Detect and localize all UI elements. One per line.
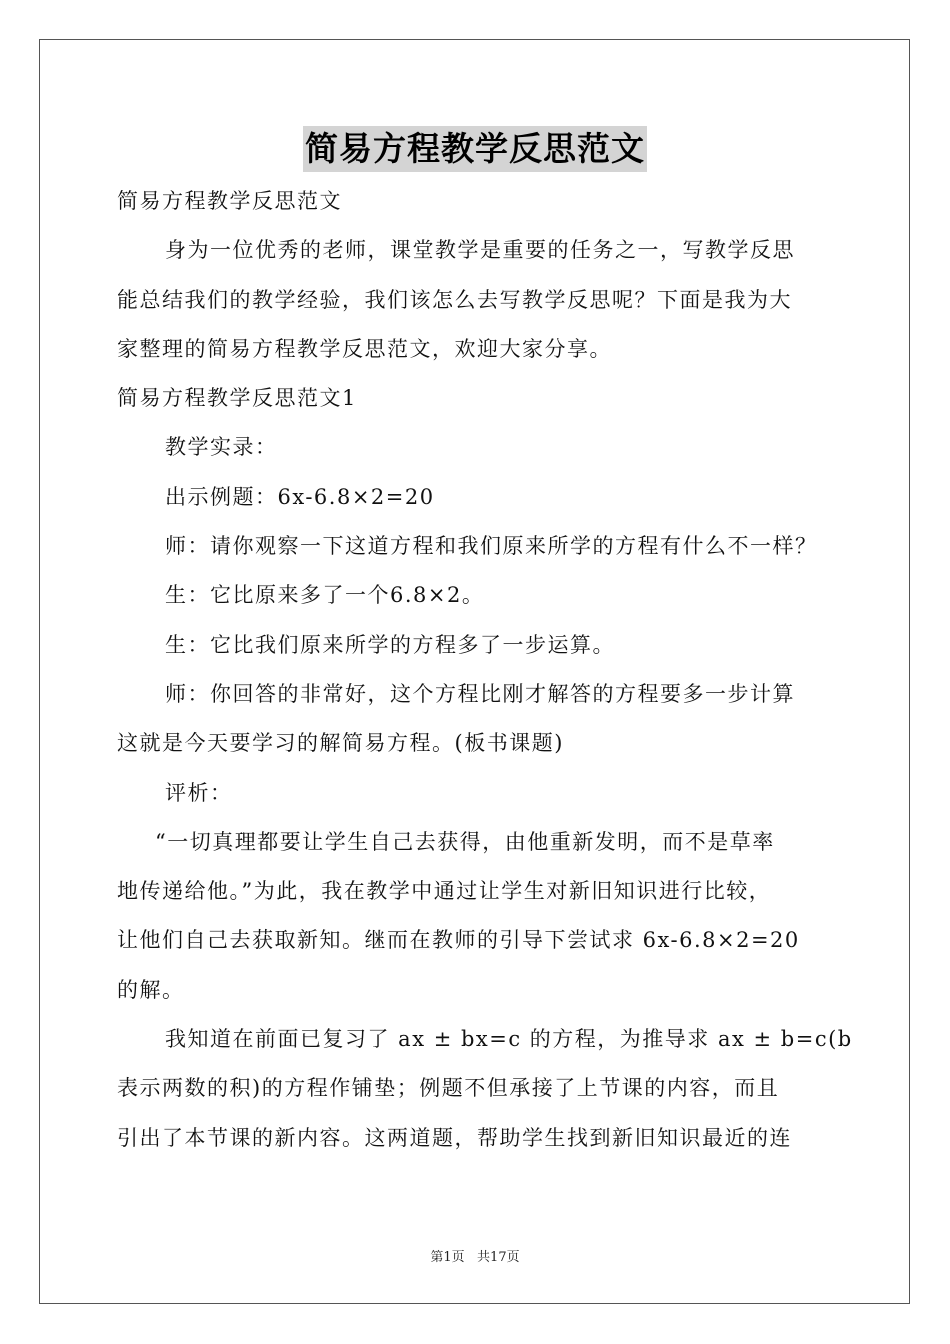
paragraph-line: 我知道在前面已复习了 ax ± bx=c 的方程，为推导求 ax ± b=c(b (165, 1027, 853, 1052)
paragraph-line: 身为一位优秀的老师，课堂教学是重要的任务之一，写教学反思 (165, 238, 795, 263)
page-number: 第1页 共17页 (430, 1250, 520, 1265)
paragraph-line: 表示两数的积)的方程作铺垫；例题不但承接了上节课的内容，而且 (117, 1076, 780, 1101)
paragraph-line: 让他们自己去获取新知。继而在教师的引导下尝试求 6x-6.8×2=20 (117, 928, 800, 953)
paragraph-line: 家整理的简易方程教学反思范文，欢迎大家分享。 (117, 336, 612, 361)
section-heading: 简易方程教学反思范文1 (117, 386, 357, 411)
paragraph-line: 这就是今天要学习的解简易方程。(板书课题) (117, 731, 564, 756)
document-body (117, 177, 853, 1163)
subtitle-line: 简易方程教学反思范文 (117, 189, 342, 213)
title-block (0, 126, 950, 172)
paragraph-line: 师：你回答的非常好，这个方程比刚才解答的方程要多一步计算 (165, 681, 795, 706)
paragraph-line: 评析： (165, 780, 233, 805)
paragraph-line: 能总结我们的教学经验，我们该怎么去写教学反思呢？下面是我为大 (117, 287, 792, 312)
paragraph-line: 师：请你观察一下这道方程和我们原来所学的方程有什么不一样？ (165, 534, 818, 559)
paragraph-line: 教学实录： (165, 435, 278, 460)
paragraph-line: 出示例题：6x-6.8×2=20 (165, 484, 435, 509)
paragraph-line: 生：它比原来多了一个6.8×2。 (165, 583, 485, 608)
paragraph-line: 生：它比我们原来所学的方程多了一步运算。 (165, 632, 615, 657)
paragraph-line: “一切真理都要让学生自己去获得，由他重新发明，而不是草率 (155, 829, 775, 854)
paragraph-line: 的解。 (117, 977, 185, 1002)
paragraph-line: 引出了本节课的新内容。这两道题，帮助学生找到新旧知识最近的连 (117, 1125, 792, 1150)
document-title: 简易方程教学反思范文 (303, 126, 647, 172)
paragraph-line: 地传递给他。”为此，我在教学中通过让学生对新旧知识进行比较， (117, 879, 772, 904)
